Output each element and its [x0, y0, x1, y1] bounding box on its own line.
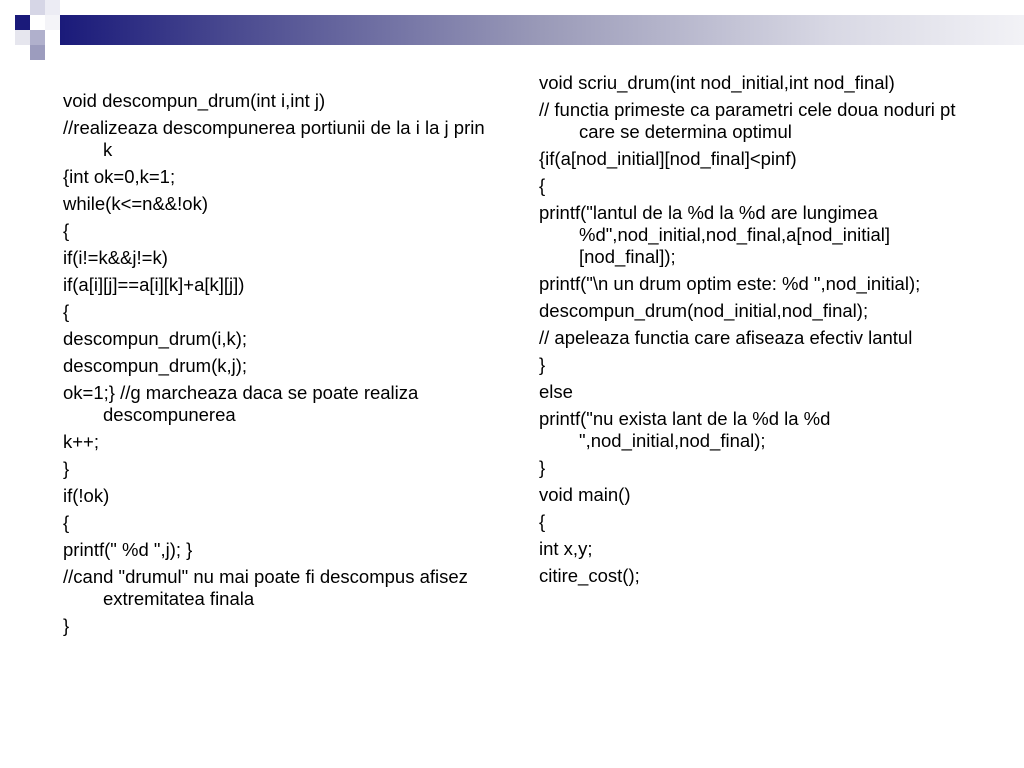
code-line: // functia primeste ca parametri cele doua noduri pt care se determina optimul [539, 99, 961, 142]
decor-square [30, 45, 45, 60]
code-line: { [63, 220, 70, 241]
code-line: void descompun_drum(int i,int j) [63, 90, 326, 111]
code-line: } [539, 457, 546, 478]
header-gradient-band [60, 15, 1024, 45]
left-code-column [63, 90, 498, 642]
code-line: printf("\n un drum optim este: %d ",nod_initial); [539, 273, 921, 294]
code-line: while(k<=n&&!ok) [63, 193, 208, 214]
code-line: } [63, 615, 70, 636]
code-line: printf("nu exista lant de la %d la %d ",nod_initial,nod_final); [539, 408, 836, 451]
code-line: descompun_drum(k,j); [63, 355, 248, 376]
code-line: k++; [63, 431, 99, 452]
code-line: } [539, 354, 546, 375]
code-line: void scriu_drum(int nod_initial,int nod_final) [539, 72, 895, 93]
code-line: void main() [539, 484, 631, 505]
code-line: { [63, 512, 70, 533]
right-code-column [539, 72, 979, 592]
decor-square [45, 15, 60, 30]
decor-square [15, 15, 30, 30]
decor-square [15, 30, 30, 45]
code-line: if(a[i][j]==a[i][k]+a[k][j]) [63, 274, 245, 295]
code-line: // apeleaza functia care afiseaza efectiv lantul [539, 327, 913, 348]
decor-square [45, 0, 60, 15]
code-line: //cand "drumul" nu mai poate fi descompus afisez extremitatea finala [63, 566, 474, 609]
decor-square [30, 0, 45, 15]
code-line: {int ok=0,k=1; [63, 166, 176, 187]
code-line: } [63, 458, 70, 479]
code-line: int x,y; [539, 538, 593, 559]
code-line: else [539, 381, 573, 402]
code-line: if(i!=k&&j!=k) [63, 247, 168, 268]
code-line: descompun_drum(i,k); [63, 328, 248, 349]
code-line: {if(a[nod_initial][nod_final]<pinf) [539, 148, 797, 169]
code-line: if(!ok) [63, 485, 110, 506]
code-line: { [63, 301, 70, 322]
code-line: printf("lantul de la %d la %d are lungimea %d",nod_initial,nod_final,a[nod_initial][nod_final]); [539, 202, 891, 267]
decor-square [30, 30, 45, 45]
code-line: { [539, 511, 546, 532]
code-line: printf(" %d ",j); } [63, 539, 193, 560]
code-line: ok=1;} //g marcheaza daca se poate realiza descompunerea [63, 382, 429, 425]
code-line: descompun_drum(nod_initial,nod_final); [539, 300, 869, 321]
code-line: //realizeaza descompunerea portiunii de la i la j prin k [63, 117, 490, 160]
code-line: citire_cost(); [539, 565, 640, 586]
code-line: { [539, 175, 546, 196]
